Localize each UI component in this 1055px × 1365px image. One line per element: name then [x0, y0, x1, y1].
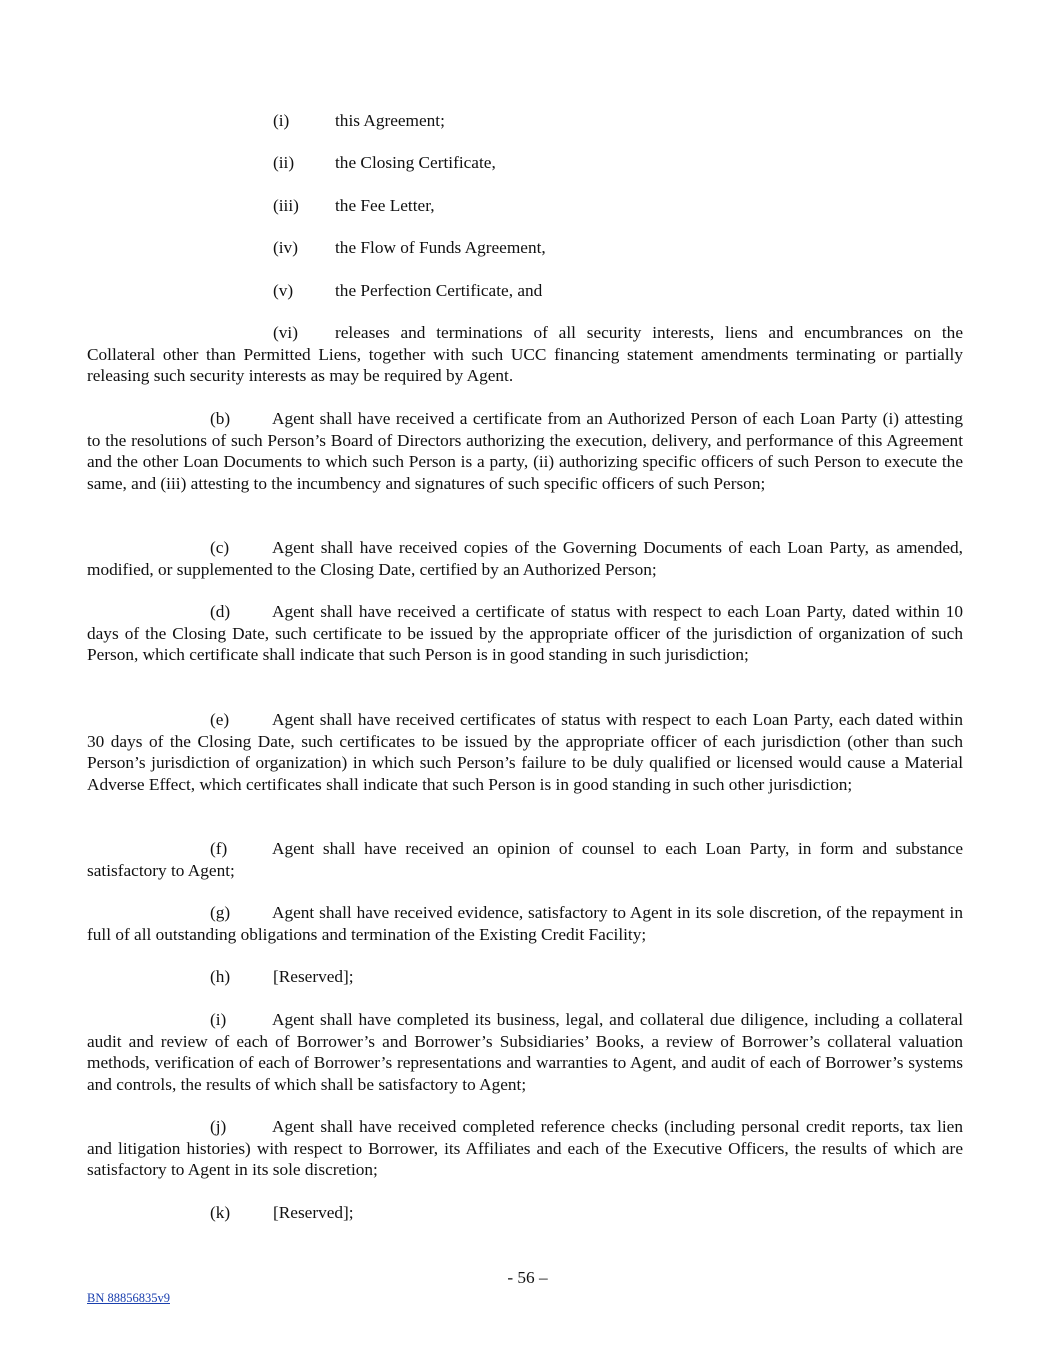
paragraph-number: (b) — [210, 409, 231, 428]
sub-item-number: (v) — [273, 281, 294, 300]
paragraph-text: Agent shall have received a certificate from an Authorized Person of each Loan Party (i) attesting to the resolutions of such Person’s Board of Directors authorizing the execution, delivery, and performance of this Agreement and the other Loan Documents to which such Person is a party, (ii) authorizing specific officers of such Person to execute the same, and (iii) attesting to the incumbency and signatures of such specific officers of such Person; — [87, 409, 963, 493]
page-number: - 56 – — [507, 1268, 548, 1287]
paragraph-f — [87, 838, 963, 881]
paragraph-d — [87, 601, 963, 666]
paragraph-g — [87, 902, 963, 945]
sub-item-number: (i) — [273, 111, 290, 130]
sub-item-text: the Flow of Funds Agreement, — [335, 238, 546, 257]
paragraph-text: Agent shall have received completed reference checks (including personal credit reports, tax lien and litigation histories) with respect to Borrower, its Affiliates and each of the Executive Officers, the results of which are satisfactory to Agent in its sole discretion; — [87, 1117, 963, 1180]
sub-item-ii — [273, 152, 496, 174]
paragraph-text: Agent shall have received evidence, satisfactory to Agent in its sole discretion, of the repayment in full of all outstanding obligations and termination of the Existing Credit Facility; — [87, 903, 963, 944]
paragraph-number: (k) — [210, 1203, 231, 1222]
paragraph-e — [87, 709, 963, 795]
paragraph-text: Agent shall have received an opinion of counsel to each Loan Party, in form and substance satisfactory to Agent; — [87, 839, 963, 880]
sub-item-number: (ii) — [273, 153, 295, 172]
paragraph-text: Agent shall have completed its business, legal, and collateral due diligence, including a collateral audit and review of each of Borrower’s and Borrower’s Subsidiaries’ Books, a review of Borrower’s collateral valuation methods, verification of each of Borrower’s representations and warranties to Agent, and audit of each of Borrower’s systems and controls, the results of which shall be satisfactory to Agent; — [87, 1010, 963, 1094]
sub-item-text: this Agreement; — [335, 111, 445, 130]
sub-item-iii — [273, 195, 435, 217]
paragraph-number: (d) — [210, 602, 231, 621]
sub-item-vi — [87, 322, 963, 387]
sub-item-number: (iii) — [273, 196, 299, 215]
paragraph-number: (j) — [210, 1117, 227, 1136]
document-id-link[interactable]: BN 88856835v9 — [87, 1291, 170, 1305]
paragraph-h — [210, 966, 354, 988]
sub-item-text: the Fee Letter, — [335, 196, 435, 215]
paragraph-i — [87, 1009, 963, 1095]
paragraph-number: (e) — [210, 710, 230, 729]
paragraph-text: Agent shall have received copies of the Governing Documents of each Loan Party, as amended, modified, or supplemented to the Closing Date, certified by an Authorized Person; — [87, 538, 963, 579]
paragraph-k — [210, 1202, 354, 1224]
paragraph-text: Agent shall have received a certificate of status with respect to each Loan Party, dated within 10 days of the Closing Date, such certificate to be issued by the appropriate officer of the jurisdiction of organization of such Person, which certificate shall indicate that such Person is in good standing in such jurisdiction; — [87, 602, 963, 665]
paragraph-number: (g) — [210, 903, 231, 922]
paragraph-text: [Reserved]; — [273, 1203, 354, 1222]
paragraph-number: (f) — [210, 839, 228, 858]
paragraph-text: Agent shall have received certificates of status with respect to each Loan Party, each dated within 30 days of the Closing Date, such certificates to be issued by the appropriate officer of each jurisdiction (other than such Person’s jurisdiction of organization) in which such Person’s failure to be duly qualified or licensed would cause a Material Adverse Effect, which certificates shall indicate that such Person is in good standing in such other jurisdiction; — [87, 710, 963, 794]
sub-item-number: (iv) — [273, 238, 298, 257]
paragraph-text: [Reserved]; — [273, 967, 354, 986]
paragraph-b — [87, 408, 963, 494]
sub-item-text: the Perfection Certificate, and — [335, 281, 543, 300]
paragraph-number: (i) — [210, 1010, 227, 1029]
sub-item-iv — [273, 237, 546, 259]
sub-item-text: releases and terminations of all security interests, liens and encumbrances on the Collateral other than Permitted Liens, together with such UCC financing statement amendments terminating or partially releasing such security interests as may be required by Agent. — [87, 323, 963, 386]
sub-item-i — [273, 110, 445, 132]
paragraph-j — [87, 1116, 963, 1181]
paragraph-number: (c) — [210, 538, 230, 557]
sub-item-v — [273, 280, 542, 302]
sub-item-number: (vi) — [273, 323, 298, 342]
sub-item-text: the Closing Certificate, — [335, 153, 496, 172]
paragraph-number: (h) — [210, 967, 231, 986]
paragraph-c — [87, 537, 963, 580]
